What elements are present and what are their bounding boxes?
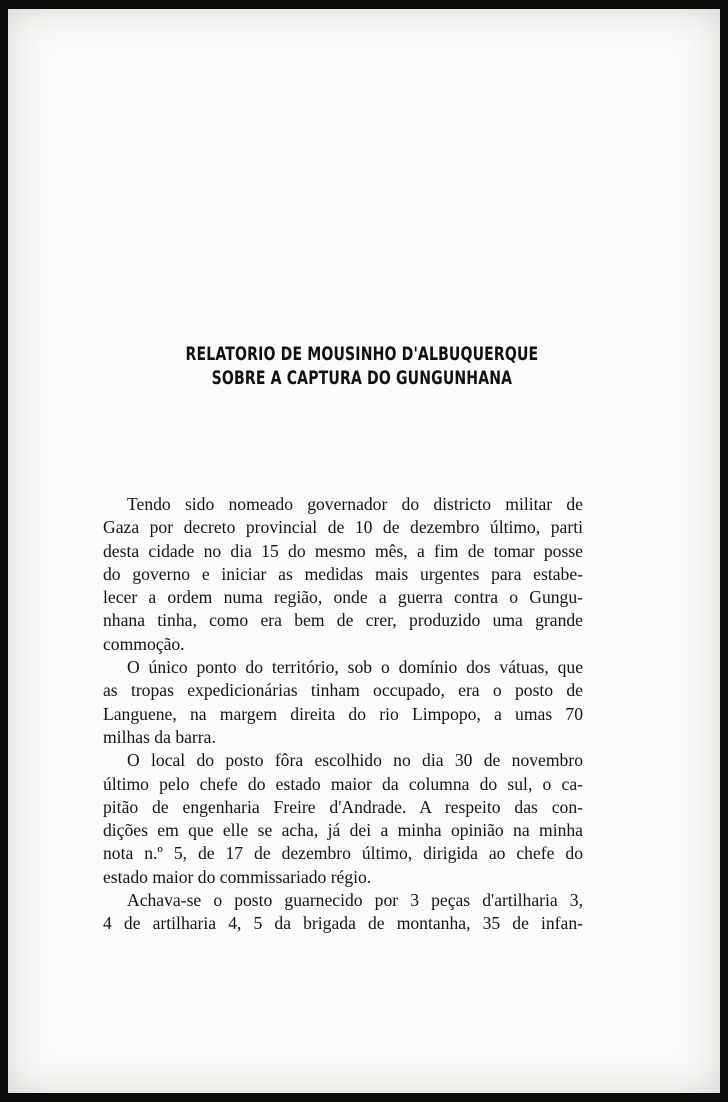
text-line: estado maior do commissariado régio. — [103, 866, 372, 887]
text-line: do governo e iniciar as medidas mais urgentes para estabe- — [103, 563, 583, 584]
text-line: O único ponto do território, sob o domínio dos vátuas, que — [127, 657, 583, 678]
paragraph-2 — [103, 656, 583, 749]
paragraph-3 — [103, 749, 583, 889]
text-line: nhana tinha, como era bem de crer, produzido uma grande — [103, 610, 583, 631]
text-line: nota n.º 5, de 17 de dezembro último, dirigida ao chefe do — [103, 843, 583, 864]
text-line: último pelo chefe do estado maior da columna do sul, o ca- — [103, 773, 583, 794]
paragraph-1 — [103, 493, 583, 656]
report-body — [103, 493, 583, 936]
text-line: O local do posto fôra escolhido no dia 30 de novembro — [127, 750, 583, 771]
text-line: 4 de artilharia 4, 5 da brigada de montanha, 35 de infan- — [103, 913, 583, 934]
text-line: Gaza por decreto provincial de 10 de dezembro último, parti — [103, 517, 583, 538]
text-line: desta cidade no dia 15 do mesmo mês, a fim de tomar posse — [103, 540, 583, 561]
text-line: lecer a ordem numa região, onde a guerra contra o Gungu- — [103, 587, 583, 608]
text-line: Languene, na margem direita do rio Limpopo, a umas 70 — [103, 703, 583, 724]
text-line: milhas da barra. — [103, 726, 216, 747]
text-line: Tendo sido nomeado governador do districto militar de — [127, 494, 583, 514]
text-line: pitão de engenharia Freire d'Andrade. A respeito das con- — [103, 796, 583, 817]
text-line: as tropas expedicionárias tinham occupado, era o posto de — [103, 680, 583, 701]
title-line-2: SOBRE A CAPTURA DO GUNGUNHANA — [211, 367, 513, 389]
paragraph-4 — [103, 889, 583, 936]
text-line: Achava-se o posto guarnecido por 3 peças d'artilharia 3, — [127, 890, 583, 911]
report-title — [98, 342, 625, 390]
text-line: commoção. — [103, 633, 185, 654]
text-line: dições em que elle se acha, já dei a minha opinião na minha — [103, 820, 583, 841]
title-line-1: RELATORIO DE MOUSINHO D'ALBUQUERQUE — [185, 343, 539, 365]
